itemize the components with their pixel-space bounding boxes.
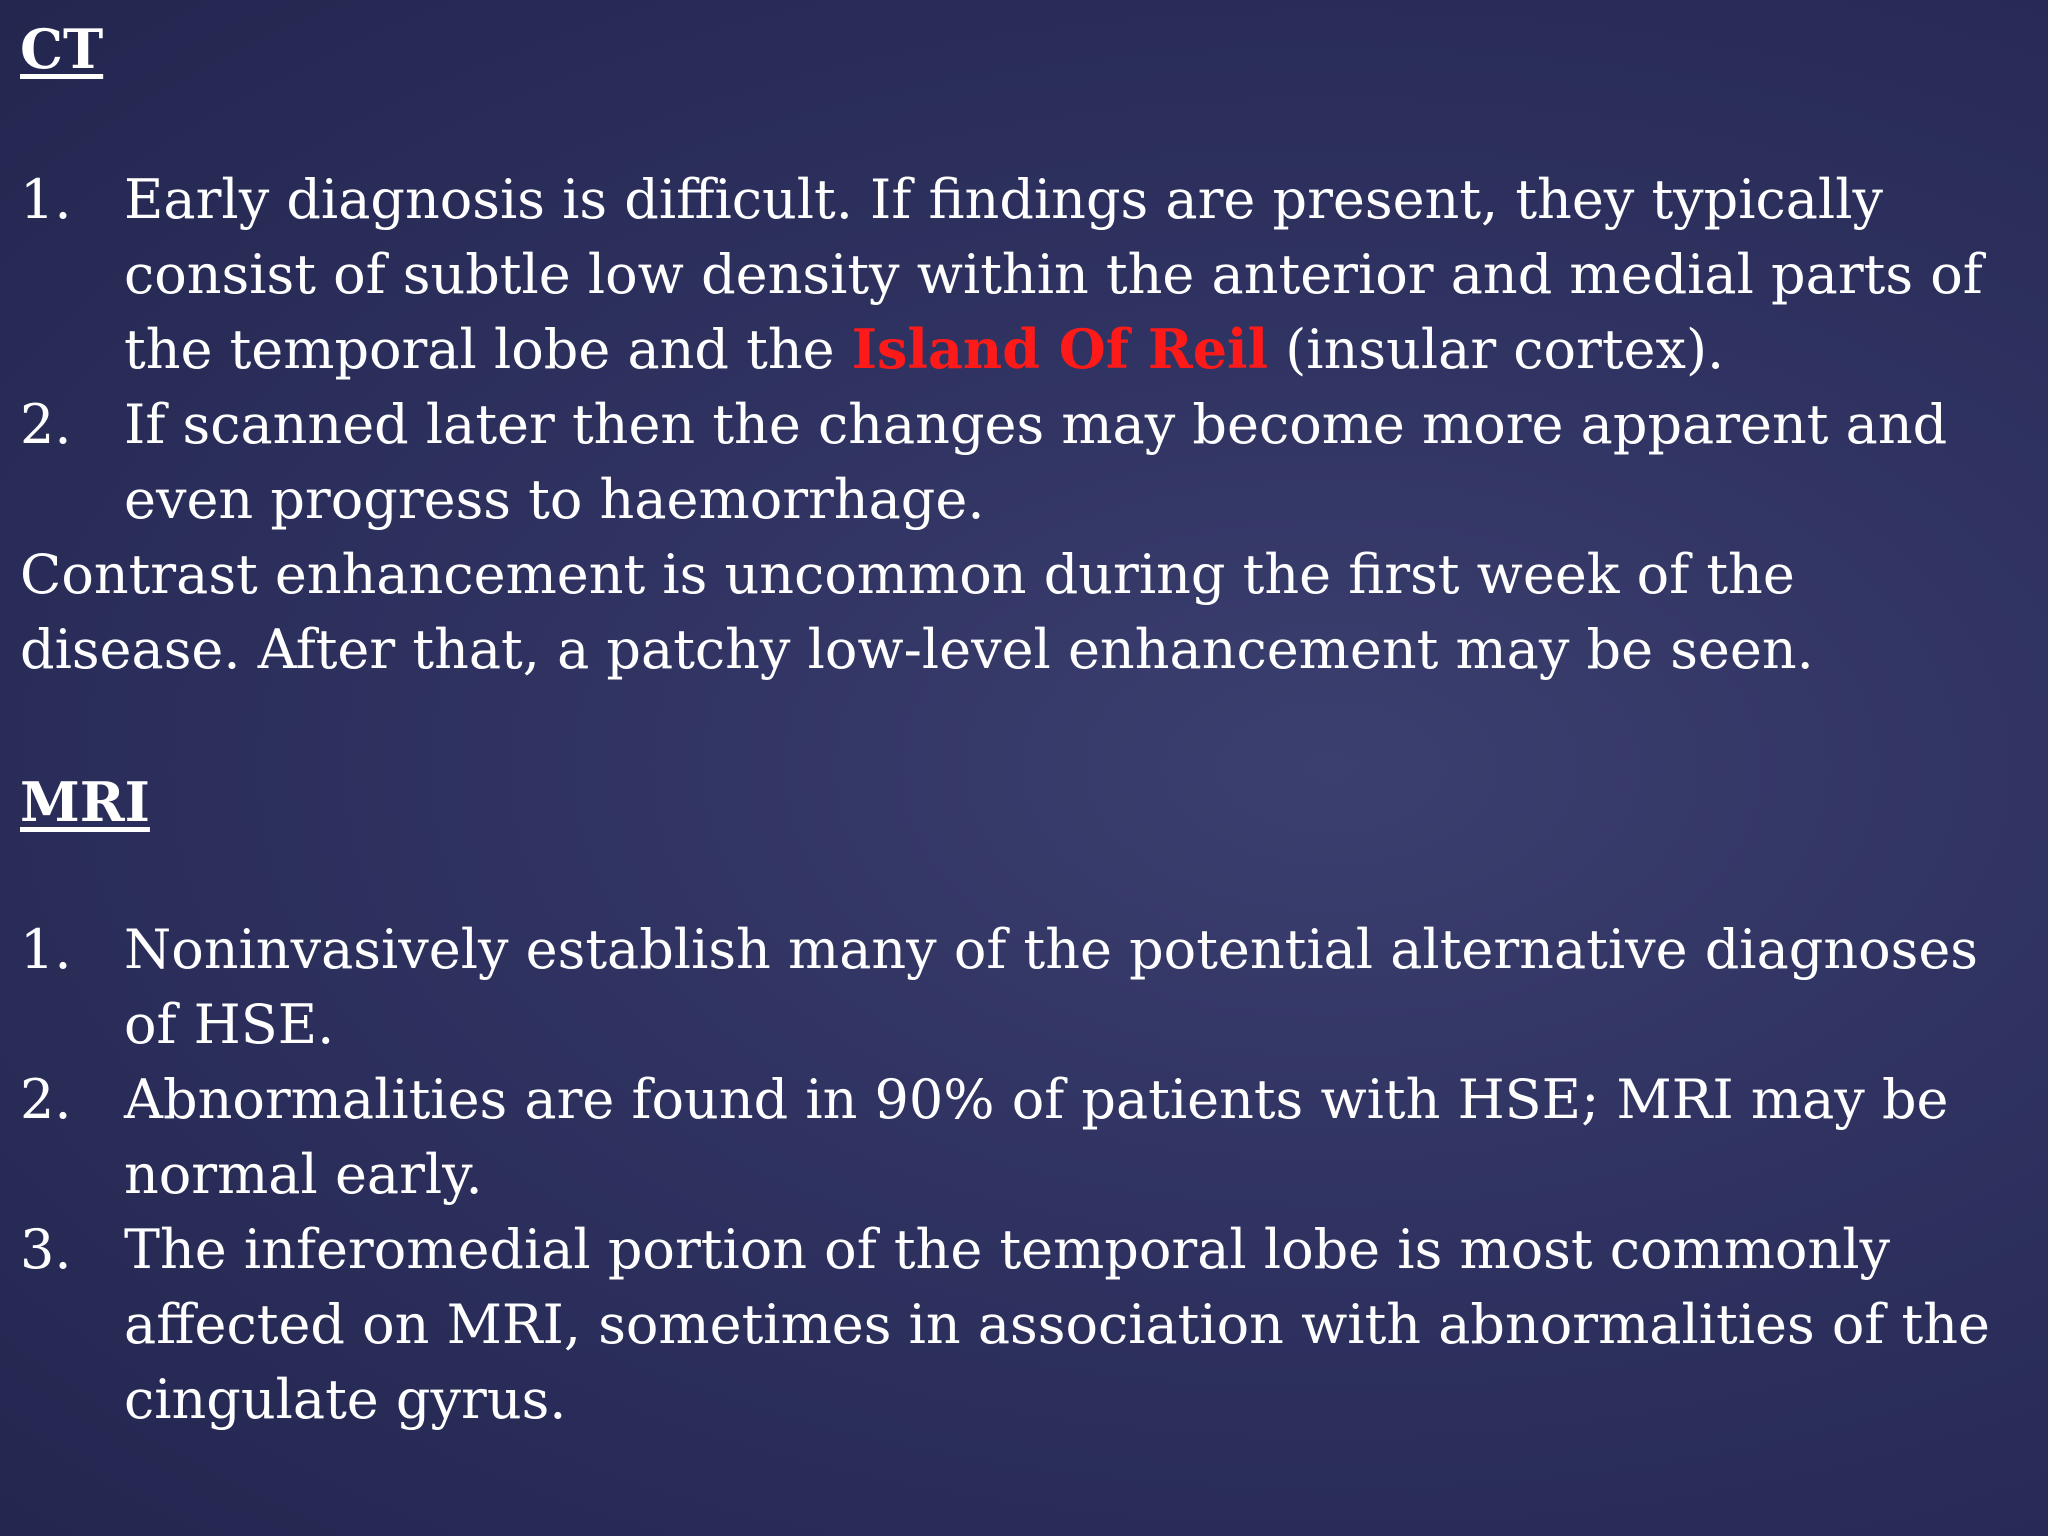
mri-heading: MRI [20,770,150,834]
list-item-number: 1. [20,918,72,981]
list-item-text [124,168,1983,381]
island-of-reil-highlight: Island Of Reil [851,317,1269,381]
list-item-text-after: (insular cortex). [1268,318,1725,381]
list-item [20,1062,2020,1212]
ct-heading: CT [20,17,104,81]
list-item [20,1212,2020,1437]
list-item-text: Abnormalities are found in 90% of patients with HSE; MRI may be normal early. [124,1068,1949,1206]
list-item [20,162,2020,387]
list-item-number: 2. [20,393,72,456]
list-item-number: 3. [20,1218,72,1281]
list-item-number: 1. [20,168,72,231]
list-item [20,387,2020,537]
contrast-enhancement-paragraph: Contrast enhancement is uncommon during the first week of the disease. After that, a patchy low-level enhancement may be seen. [20,543,1814,681]
list-item-text: Noninvasively establish many of the potential alternative diagnoses of HSE. [124,918,1979,1056]
ct-findings-list [20,162,2020,537]
list-item-text-before: Early diagnosis is difficult. If findings are present, they typically consist of subtle low density within the anterior and medial parts of the temporal lobe and the [124,168,1983,381]
list-item-text: If scanned later then the changes may become more apparent and even progress to haemorrhage. [124,393,1948,531]
list-item [20,912,2020,1062]
list-item-text: The inferomedial portion of the temporal lobe is most commonly affected on MRI, sometimes in association with abnormalities of the cingulate gyrus. [124,1218,1990,1431]
mri-findings-list [20,912,2020,1437]
list-item-number: 2. [20,1068,72,1131]
